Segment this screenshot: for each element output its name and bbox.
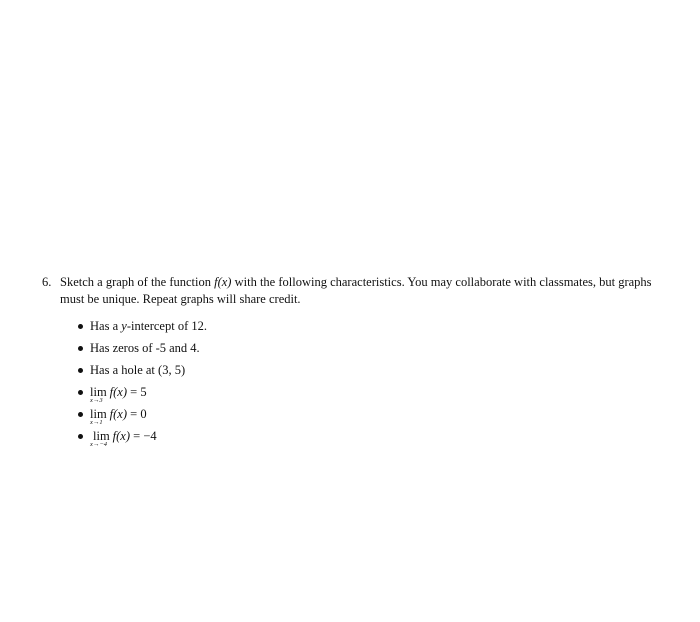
limit-function: f(x) <box>112 429 131 443</box>
intro-text-2: with the following characteristics. You may collaborate with classmates, but graphs must be unique. Repeat graphs will share credit. <box>60 275 652 306</box>
list-item <box>78 362 207 384</box>
item-text: Has zeros of -5 and 4. <box>90 341 200 355</box>
list-item <box>78 318 207 340</box>
problem-number: 6. <box>42 275 52 289</box>
bullet-icon <box>78 324 83 329</box>
limit-operator <box>90 406 107 426</box>
function-name: f(x) <box>214 275 232 289</box>
bullet-icon <box>78 368 83 373</box>
bullet-icon <box>78 412 83 417</box>
intro-text-1: Sketch a graph of the function <box>60 275 215 289</box>
limit-word: lim <box>90 385 107 399</box>
limit-word: lim <box>90 407 107 421</box>
limit-operator <box>90 384 107 404</box>
item-var: y <box>121 319 127 333</box>
limit-rhs: = 0 <box>127 407 147 421</box>
limit-rhs: = 5 <box>127 385 147 399</box>
item-text-pre: Has a <box>90 319 122 333</box>
limit-word: lim <box>93 429 110 443</box>
item-text: Has a hole at (3, 5) <box>90 363 186 377</box>
item-text-post: -intercept of 12. <box>126 319 207 333</box>
limit-operator <box>90 428 110 448</box>
list-item <box>78 384 207 406</box>
characteristics-list <box>78 318 207 450</box>
list-item <box>78 428 207 450</box>
list-item <box>78 406 207 428</box>
problem-statement <box>42 274 672 308</box>
bullet-icon <box>78 434 83 439</box>
limit-function: f(x) <box>109 385 128 399</box>
bullet-icon <box>78 346 83 351</box>
limit-subscript: x→1 <box>90 419 103 426</box>
limit-function: f(x) <box>109 407 128 421</box>
limit-subscript: x→−4 <box>90 441 108 448</box>
list-item <box>78 340 207 362</box>
problem-6 <box>42 274 672 448</box>
limit-rhs: = −4 <box>130 429 157 443</box>
limit-subscript: x→3 <box>90 397 103 404</box>
bullet-icon <box>78 390 83 395</box>
